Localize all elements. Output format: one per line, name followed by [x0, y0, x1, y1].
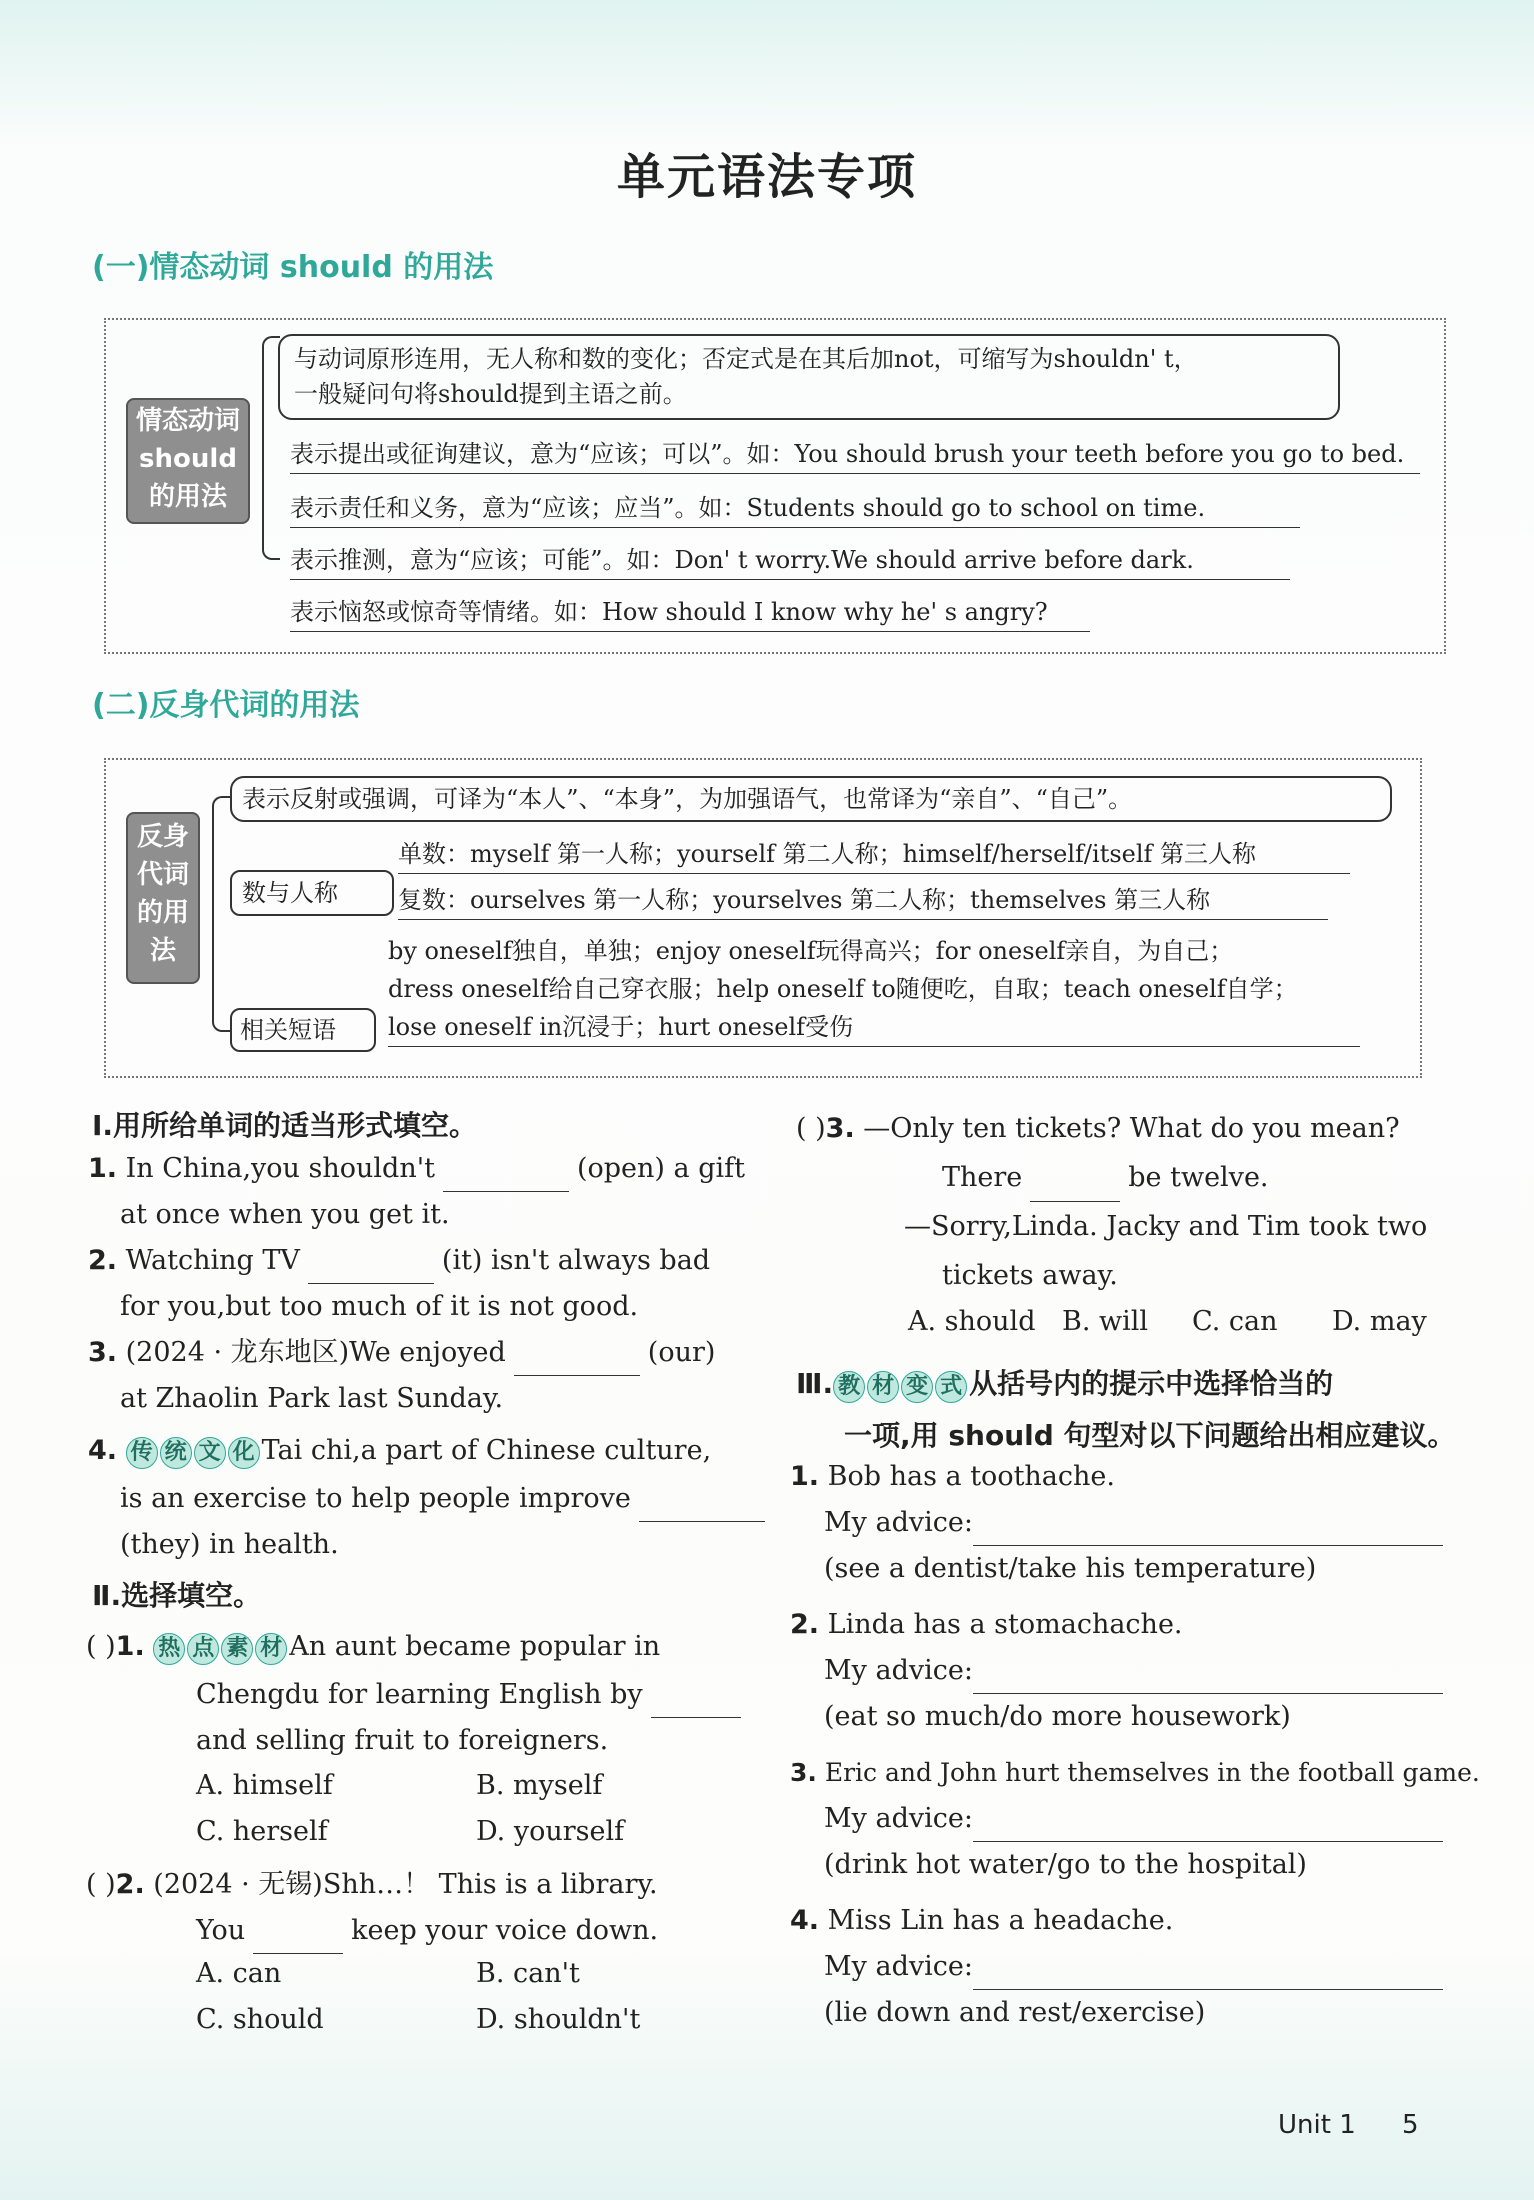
- answer-paren[interactable]: ( ): [86, 1631, 116, 1662]
- q-number: 2.: [88, 1245, 118, 1276]
- q-text: be twelve.: [1128, 1162, 1269, 1193]
- q-text: (open) a gift: [576, 1153, 745, 1184]
- phrase-line-2: dress oneself给自己穿衣服；help oneself to随便吃，自取；teach oneself自学；: [388, 975, 1298, 1003]
- option-b[interactable]: B. will: [1062, 1306, 1149, 1337]
- usage-line-duty: 表示责任和义务，意为“应该；应当”。如：Students should go to school on time.: [290, 488, 1300, 528]
- q-number: 1.: [115, 1631, 145, 1662]
- section1-heading: (一)情态动词 should 的用法: [92, 250, 494, 285]
- tag-char: 式: [935, 1371, 967, 1403]
- option-a[interactable]: A. should: [908, 1306, 1036, 1337]
- q-text: (they) in health.: [120, 1529, 339, 1560]
- tag-char: 材: [867, 1371, 899, 1403]
- advice-label: My advice:: [824, 1803, 973, 1834]
- section2-bracket: [212, 796, 232, 1032]
- phrase-list: [388, 932, 1298, 1046]
- hint-text: (eat so much/do more housework): [824, 1701, 1291, 1732]
- q-text: at Zhaolin Park last Sunday.: [120, 1383, 504, 1414]
- advice-label: My advice:: [824, 1655, 973, 1686]
- hint-text: (see a dentist/take his temperature): [824, 1553, 1317, 1584]
- part3-heading-text-2: 一项,用 should 句型对以下问题给出相应建议。: [844, 1419, 1456, 1452]
- q-number: 1.: [88, 1153, 118, 1184]
- answer-blank[interactable]: [651, 1689, 741, 1718]
- q-text: Bob has a toothache.: [827, 1461, 1115, 1492]
- part3-heading-text: 从括号内的提示中选择恰当的: [969, 1367, 1334, 1400]
- phrase-underline: [388, 1046, 1360, 1047]
- q-number: 3.: [825, 1113, 855, 1144]
- q-text: at once when you get it.: [120, 1199, 450, 1230]
- q-text: —Sorry,Linda. Jacky and Tim took two: [904, 1211, 1428, 1242]
- tag-char: 热: [153, 1633, 185, 1665]
- tag-char: 传: [126, 1437, 158, 1469]
- culture-tag: [126, 1430, 262, 1476]
- q-text: In China,you shouldn't: [125, 1153, 435, 1184]
- q-text: keep your voice down.: [351, 1915, 659, 1946]
- tag-char: 点: [187, 1633, 219, 1665]
- part1-q3: [88, 1330, 715, 1422]
- tag-char: 素: [221, 1633, 253, 1665]
- answer-blank[interactable]: [443, 1163, 569, 1192]
- part2-heading: Ⅱ.选择填空。: [92, 1579, 262, 1612]
- option-c[interactable]: C. should: [196, 2004, 324, 2035]
- option-a[interactable]: A. himself: [196, 1770, 333, 1801]
- singular-line: 单数：myself 第一人称；yourself 第二人称；himself/herself/itself 第三人称: [398, 834, 1350, 874]
- phrase-label: 相关短语: [230, 1008, 376, 1052]
- part3-heading: [796, 1362, 1333, 1403]
- part3-item-3: [790, 1750, 1480, 1888]
- hot-topic-tag: [153, 1626, 289, 1672]
- q-number: 1.: [790, 1461, 820, 1492]
- phrase-line-3: lose oneself in沉浸于；hurt oneself受伤: [388, 1013, 854, 1041]
- part3-item-4: [790, 1898, 1443, 2036]
- section1-bubble: [278, 334, 1340, 420]
- option-c[interactable]: C. herself: [196, 1816, 328, 1847]
- q-text: There: [942, 1162, 1023, 1193]
- page-title: 单元语法专项: [616, 149, 917, 205]
- q-number: 4.: [88, 1435, 118, 1466]
- tag-char: 材: [255, 1633, 287, 1665]
- answer-blank[interactable]: [1030, 1173, 1120, 1202]
- usage-line-guess: 表示推测，意为“应该；可能”。如：Don' t worry.We should arrive before dark.: [290, 540, 1290, 580]
- q-text: You: [196, 1915, 246, 1946]
- q-number: 3.: [790, 1758, 817, 1787]
- q-text: is an exercise to help people improve: [120, 1483, 631, 1514]
- option-d[interactable]: D. shouldn't: [476, 2004, 641, 2035]
- tag-char: 文: [194, 1437, 226, 1469]
- q-text: Linda has a stomachache.: [827, 1609, 1183, 1640]
- q-text: An aunt became popular in: [289, 1631, 661, 1662]
- part2-q1: [86, 1624, 749, 1764]
- part3-numeral: Ⅲ.: [796, 1367, 834, 1400]
- part1-q4: [88, 1428, 773, 1568]
- q-number: 2.: [115, 1869, 145, 1900]
- part2-q3: [796, 1104, 1427, 1300]
- q-text: (2024 · 龙东地区)We enjoyed: [125, 1337, 506, 1368]
- answer-blank[interactable]: [308, 1255, 434, 1284]
- q-text: Eric and John hurt themselves in the football game.: [824, 1758, 1480, 1787]
- advice-blank[interactable]: [973, 1813, 1443, 1842]
- answer-paren[interactable]: ( ): [796, 1113, 826, 1144]
- advice-label: My advice:: [824, 1951, 973, 1982]
- tag-char: 统: [160, 1437, 192, 1469]
- option-d[interactable]: D. may: [1332, 1306, 1427, 1337]
- section1-label: 情态动词 should 的用法: [126, 398, 250, 524]
- part2-q2: [86, 1862, 658, 1954]
- q-text: (our): [647, 1337, 716, 1368]
- section2-heading: (二)反身代词的用法: [92, 688, 360, 723]
- option-a[interactable]: A. can: [196, 1958, 282, 1989]
- tag-char: 教: [833, 1371, 865, 1403]
- usage-line-suggestion: 表示提出或征询建议，意为“应该；可以”。如：You should brush your teeth before you go to bed.: [290, 434, 1420, 474]
- advice-blank[interactable]: [973, 1961, 1443, 1990]
- q-text: Miss Lin has a headache.: [827, 1905, 1174, 1936]
- q-text: Chengdu for learning English by: [196, 1679, 643, 1710]
- q-text: tickets away.: [942, 1260, 1118, 1291]
- q-text: (it) isn't always bad: [441, 1245, 711, 1276]
- part1-q1: [88, 1146, 745, 1238]
- hint-text: (lie down and rest/exercise): [824, 1997, 1206, 2028]
- part1-heading: Ⅰ.用所给单词的适当形式填空。: [92, 1109, 478, 1142]
- unit-label: Unit 1: [1278, 2110, 1356, 2140]
- option-c[interactable]: C. can: [1192, 1306, 1278, 1337]
- page-number: 5: [1402, 2110, 1419, 2140]
- part1-q2: [88, 1238, 710, 1330]
- bubble-line-2: 一般疑问句将should提到主语之前。: [294, 380, 687, 408]
- answer-paren[interactable]: ( ): [86, 1869, 116, 1900]
- q-text: Tai chi,a part of Chinese culture,: [261, 1435, 712, 1466]
- section2-bubble: 表示反射或强调，可译为“本人”、“本身”，为加强语气，也常译为“亲自”、“自己”。: [230, 776, 1392, 822]
- option-b[interactable]: B. can't: [476, 1958, 580, 1989]
- q-text: and selling fruit to foreigners.: [196, 1725, 609, 1756]
- advice-blank[interactable]: [973, 1665, 1443, 1694]
- q-text: (2024 · 无锡)Shh…！ This is a library.: [153, 1869, 658, 1900]
- number-person-label: 数与人称: [230, 870, 394, 916]
- usage-line-emotion: 表示恼怒或惊奇等情绪。如：How should I know why he' s angry?: [290, 592, 1090, 632]
- tag-char: 化: [228, 1437, 260, 1469]
- option-b[interactable]: B. myself: [476, 1770, 603, 1801]
- q-number: 2.: [790, 1609, 820, 1640]
- q-number: 3.: [88, 1337, 118, 1368]
- option-d[interactable]: D. yourself: [476, 1816, 625, 1847]
- textbook-variant-tag: [833, 1371, 969, 1403]
- tag-char: 变: [901, 1371, 933, 1403]
- advice-blank[interactable]: [973, 1517, 1443, 1546]
- answer-blank[interactable]: [639, 1493, 765, 1522]
- q-text: for you,but too much of it is not good.: [120, 1291, 639, 1322]
- part3-item-2: [790, 1602, 1443, 1740]
- bubble-line-1: 与动词原形连用，无人称和数的变化；否定式是在其后加not，可缩写为shouldn' t，: [294, 345, 1198, 373]
- q-number: 4.: [790, 1905, 820, 1936]
- answer-blank[interactable]: [253, 1925, 343, 1954]
- q-text: Watching TV: [125, 1245, 300, 1276]
- answer-blank[interactable]: [514, 1347, 640, 1376]
- phrase-line-1: by oneself独自，单独；enjoy oneself玩得高兴；for oneself亲自，为自己；: [388, 937, 1234, 965]
- plural-line: 复数：ourselves 第一人称；yourselves 第二人称；themselves 第三人称: [398, 880, 1328, 920]
- advice-label: My advice:: [824, 1507, 973, 1538]
- section2-label: 反身代词的用法: [126, 812, 200, 984]
- part3-item-1: [790, 1454, 1443, 1592]
- hint-text: (drink hot water/go to the hospital): [824, 1849, 1307, 1880]
- q-text: —Only ten tickets? What do you mean?: [863, 1113, 1400, 1144]
